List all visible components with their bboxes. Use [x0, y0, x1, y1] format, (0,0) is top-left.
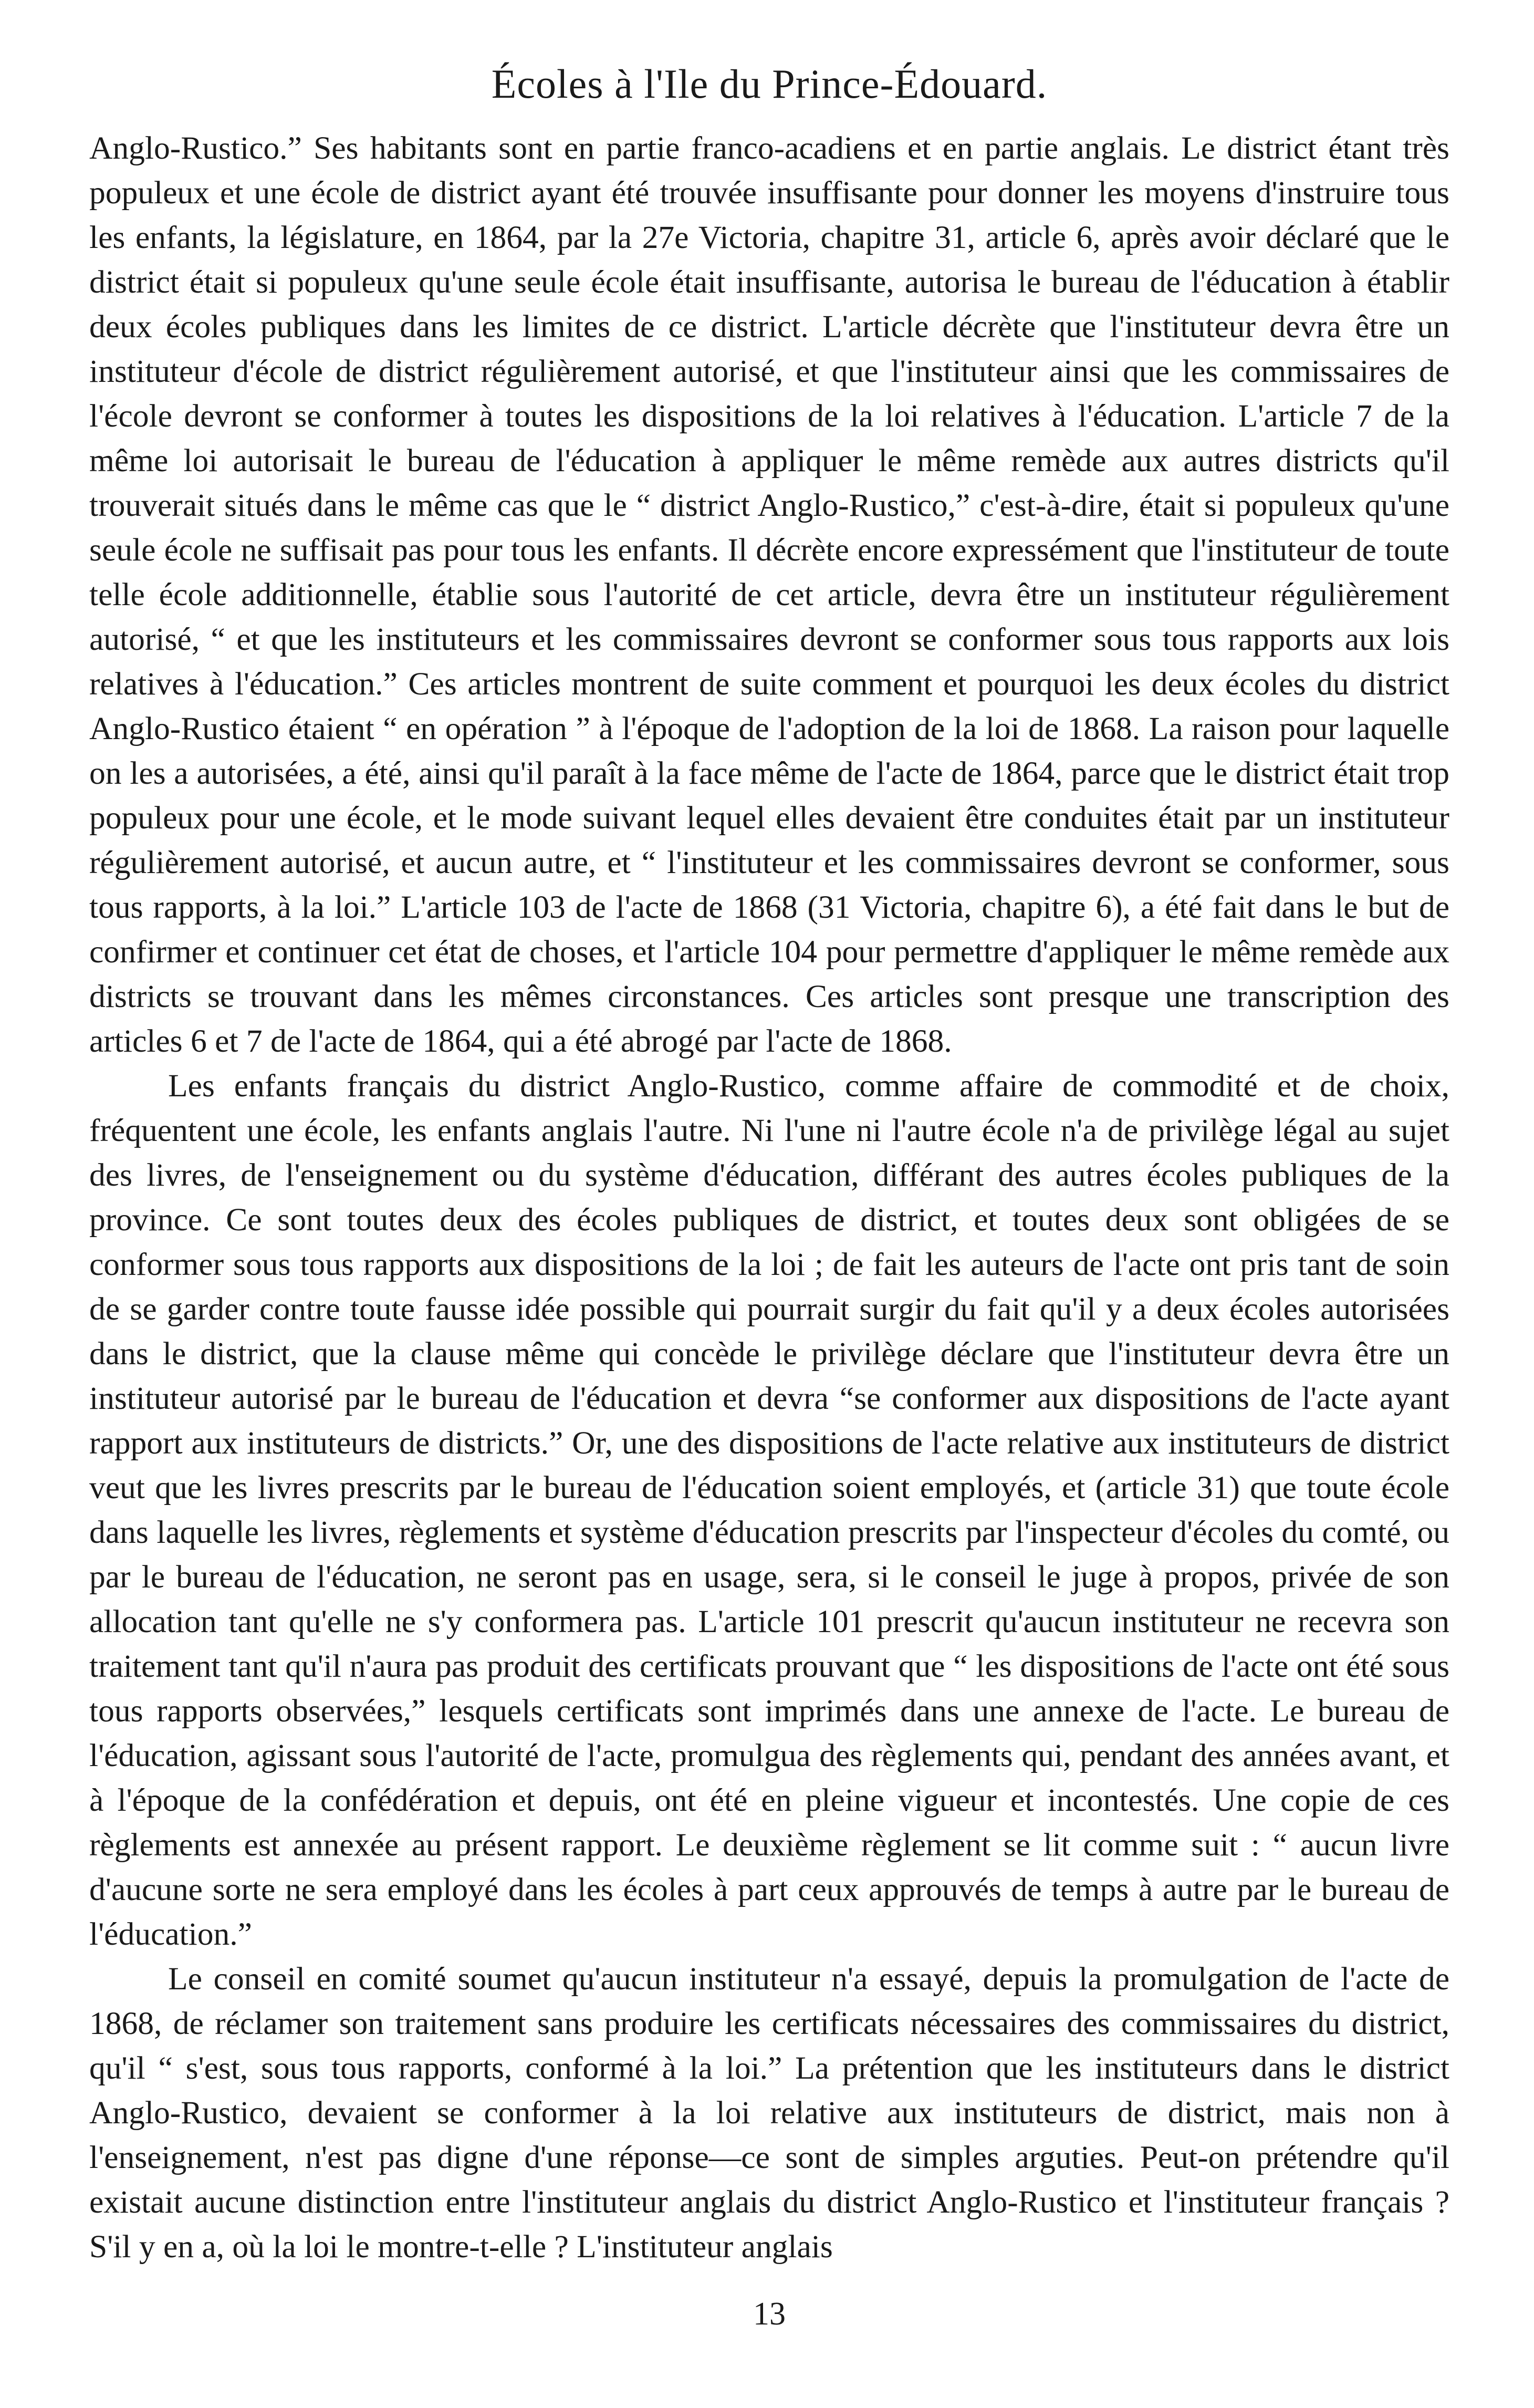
paragraph-continuation: Anglo-Rustico.” Ses habitants sont en partie franco-acadiens et en partie anglais. Le district étant très populeux et une école de district ayant été trouvée insuffisante pour donner les moyens d'instruire tous les enfants, la législature, en 1864, par la 27e Victoria, chapitre 31, article 6, après avoir déclaré que le district était si populeux qu'une seule école était insuffisante, autorisa le bureau de l'éducation à établir deux écoles publiques dans les limites de ce district. L'article décrète que l'instituteur devra être un instituteur d'école de district régulièrement autorisé, et que l'instituteur ainsi que les commissaires de l'école devront se conformer à toutes les dispositions de la loi relatives à l'éducation. L'article 7 de la même loi autorisait le bureau de l'éducation à appliquer le même remède aux autres districts qu'il trouverait situés dans le même cas que le “ district Anglo-Rustico,” c'est-à-dire, était si populeux qu'une seule école ne suffisait pas pour tous les enfants. Il décrète encore expressément que l'instituteur de toute telle école additionnelle, établie sous l'autorité de cet article, devra être un instituteur régulièrement autorisé, “ et que les instituteurs et les commissaires devront se conformer sous tous rapports aux lois relatives à l'éducation.” Ces articles montrent de suite comment et pourquoi les deux écoles du district Anglo-Rustico étaient “ en opération ” à l'époque de l'adoption de la loi de 1868. La raison pour laquelle on les a autorisées, a été, ainsi qu'il paraît à la face même de l'acte de 1864, parce que le district était trop populeux pour une école, et le mode suivant lequel elles devaient être conduites était par un instituteur régulièrement autorisé, et aucun autre, et “ l'instituteur et les commissaires devront se conformer, sous tous rapports, à la loi.” L'article 103 de l'acte de 1868 (31 Victoria, chapitre 6), a été fait dans le but de confirmer et continuer cet état de choses, et l'article 104 pour permettre d'appliquer le même remède aux districts se trouvant dans les mêmes circonstances. Ces articles sont presque une transcription des articles 6 et 7 de l'acte de 1864, qui a été abrogé par l'acte de 1868. — [89, 130, 1449, 1059]
page-number: 13 — [753, 2296, 786, 2332]
running-head: Écoles à l'Ile du Prince-Édouard. — [491, 61, 1048, 107]
body-text — [89, 126, 1449, 2269]
paragraph-anglo-rustico-schools: Les enfants français du district Anglo-Rustico, comme affaire de commodité et de choix, fréquentent une école, les enfants anglais l'autre. Ni l'une ni l'autre école n'a de privilège légal au sujet des livres, de l'enseignement ou du système d'éducation, différant des autres écoles publiques de la province. Ce sont toutes deux des écoles publiques de district, et toutes deux sont obligées de se conformer sous tous rapports aux dispositions de la loi ; de fait les auteurs de l'acte ont pris tant de soin de se garder contre toute fausse idée possible qui pourrait surgir du fait qu'il y a deux écoles autorisées dans le district, que la clause même qui concède le privilège déclare que l'instituteur devra être un instituteur autorisé par le bureau de l'éducation et devra “se conformer aux dispositions de l'acte ayant rapport aux instituteurs de districts.” Or, une des dispositions de l'acte relative aux instituteurs de district veut que les livres prescrits par le bureau de l'éducation soient employés, et (article 31) que toute école dans laquelle les livres, règlements et système d'éducation prescrits par l'inspecteur d'écoles du comté, ou par le bureau de l'éducation, ne seront pas en usage, sera, si le conseil le juge à propos, privée de son allocation tant qu'elle ne s'y conformera pas. L'article 101 prescrit qu'aucun instituteur ne recevra son traitement tant qu'il n'aura pas produit des certificats prouvant que “ les dispositions de l'acte ont été sous tous rapports observées,” lesquels certificats sont imprimés dans une annexe de l'acte. Le bureau de l'éducation, agissant sous l'autorité de l'acte, promulgua des règlements qui, pendant des années avant, et à l'époque de la confédération et depuis, ont été en pleine vigueur et incontestés. Une copie de ces règlements est annexée au présent rapport. Le deuxième règlement se lit comme suit : “ aucun livre d'aucune sorte ne sera employé dans les écoles à part ceux approuvés de temps à autre par le bureau de l'éducation.” — [89, 1068, 1449, 1952]
document-page — [89, 58, 1449, 2369]
paragraph-council-submission: Le conseil en comité soumet qu'aucun instituteur n'a essayé, depuis la promulgation de l'acte de 1868, de réclamer son traitement sans produire les certificats nécessaires des commissaires du district, qu'il “ s'est, sous tous rapports, conformé à la loi.” La prétention que les instituteurs dans le district Anglo-Rustico, devaient se conformer à la loi relative aux instituteurs de district, mais non à l'enseignement, n'est pas digne d'une réponse—ce sont de simples arguties. Peut-on prétendre qu'il existait aucune distinction entre l'instituteur anglais du district Anglo-Rustico et l'instituteur français ? S'il y en a, où la loi le montre-t-elle ? L'instituteur anglais — [89, 1961, 1449, 2265]
